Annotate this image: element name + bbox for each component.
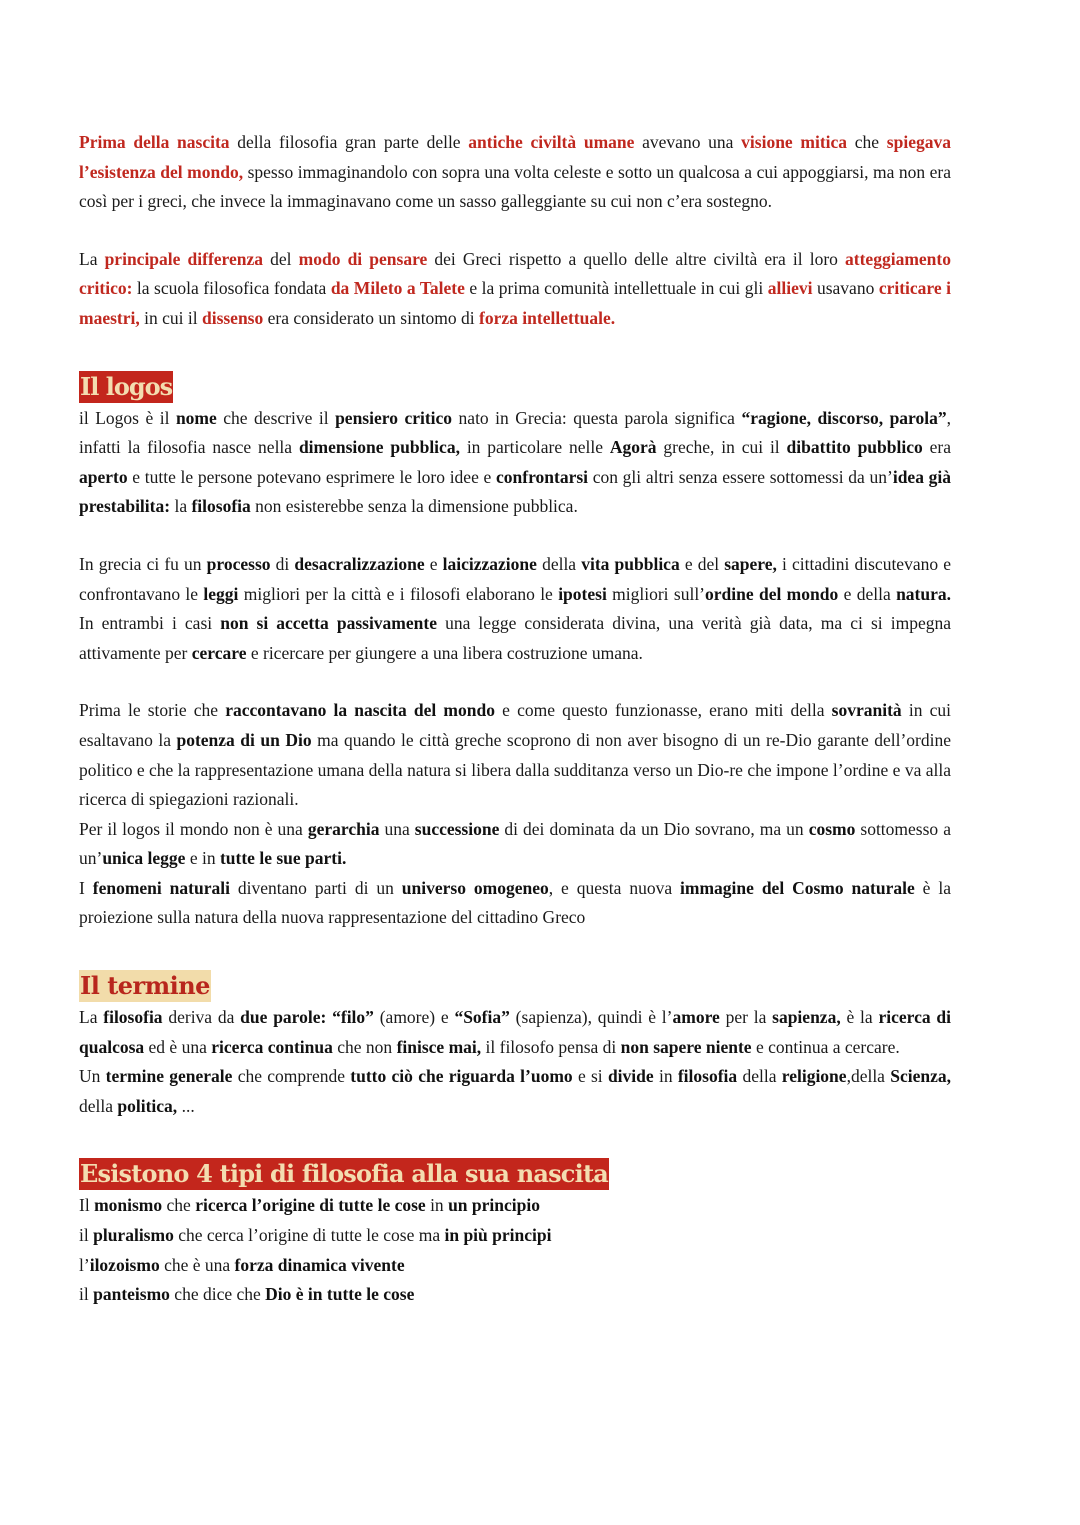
- bold-text: leggi: [203, 583, 239, 604]
- body-text: diventano parti di un: [229, 877, 402, 898]
- logos-paragraph-4: [79, 815, 951, 874]
- bold-text: termine generale: [105, 1066, 233, 1087]
- body-text: non esisterebbe senza la dimensione pubblica.: [250, 496, 578, 517]
- bold-text: ordine del mondo: [705, 583, 839, 604]
- termine-paragraph-1: [79, 1003, 951, 1062]
- bold-text: dibattito pubblico: [786, 437, 923, 458]
- list-item-ilozoismo: [79, 1251, 951, 1281]
- body-text: (sapienza), quindi è l’: [509, 1007, 673, 1028]
- highlight-red-text: modo di pensare: [298, 248, 428, 269]
- logos-paragraph-1: [79, 404, 951, 522]
- bold-text: panteismo: [93, 1284, 170, 1305]
- body-text: l’: [79, 1254, 90, 1275]
- body-text: e della: [838, 583, 897, 604]
- body-text: in particolare nelle: [459, 437, 610, 458]
- bold-text: Agorà: [609, 437, 657, 458]
- bold-text: cercare: [191, 642, 247, 663]
- bold-text: filosofia: [677, 1066, 738, 1087]
- bold-text: due parole: “filo”: [240, 1007, 374, 1028]
- bold-text: gerarchia: [307, 818, 380, 839]
- bold-text: politica,: [117, 1095, 178, 1116]
- body-text: e del: [679, 553, 725, 574]
- body-text: il Logos è il: [79, 407, 176, 428]
- bold-text: fenomeni naturali: [92, 877, 230, 898]
- bold-text: dimensione pubblica,: [298, 437, 460, 458]
- bold-text: amore: [672, 1007, 720, 1028]
- intro-paragraph-2: [79, 245, 951, 334]
- body-text: migliori per la città e i filosofi elaborano le: [238, 583, 559, 604]
- body-text: In grecia ci fu un: [79, 553, 207, 574]
- body-text: dei Greci rispetto a quello delle altre civiltà era il loro: [427, 248, 846, 269]
- body-text: la scuola filosofica fondata: [132, 278, 331, 299]
- bold-text: tutte le sue parti.: [219, 848, 347, 869]
- body-text: ed è una: [144, 1036, 212, 1057]
- body-text: di: [270, 553, 295, 574]
- body-text: era: [922, 437, 951, 458]
- body-text: per la: [719, 1007, 773, 1028]
- body-text: e come questo funzionasse, erano miti della: [494, 700, 832, 721]
- bold-text: processo: [206, 553, 271, 574]
- body-text: è la proiezione sulla natura della nuova rappresentazione del cittadino Greco: [79, 877, 951, 928]
- bold-text: aperto: [79, 466, 128, 487]
- body-text: (amore) e: [373, 1007, 455, 1028]
- highlight-red-text: forza intellettuale.: [479, 307, 616, 328]
- body-text: in cui esaltavano la: [79, 700, 951, 750]
- logos-paragraph-2: [79, 550, 951, 668]
- body-text: che dice che: [169, 1284, 266, 1305]
- bold-text: un principio: [448, 1195, 540, 1216]
- bold-text: Scienza,: [890, 1066, 951, 1087]
- body-text: , e questa nuova: [548, 877, 681, 898]
- body-text: di dei dominata da un Dio sovrano, ma un: [499, 818, 809, 839]
- body-text: i cittadini discutevano e confrontavano le: [79, 553, 951, 604]
- bold-text: sapienza,: [772, 1007, 841, 1028]
- body-text: che descrive il: [216, 407, 336, 428]
- body-text: migliori sull’: [606, 583, 706, 604]
- bold-text: “Sofia”: [454, 1007, 510, 1028]
- bold-text: ricerca continua: [211, 1036, 333, 1057]
- body-text: della: [737, 1066, 782, 1087]
- body-text: avevano una: [634, 132, 742, 152]
- body-text: della: [536, 553, 582, 574]
- bold-text: filosofia: [191, 496, 251, 517]
- body-text: e in: [185, 848, 220, 869]
- list-item-panteismo: [79, 1280, 951, 1310]
- bold-text: successione: [414, 818, 500, 839]
- bold-text: sovranità: [831, 700, 902, 721]
- body-text: In entrambi i casi: [79, 613, 221, 634]
- body-text: sottomesso a un’: [79, 818, 951, 869]
- body-text: I: [79, 877, 93, 898]
- body-text: in: [425, 1195, 449, 1216]
- body-text: era considerato un sintomo di: [263, 307, 480, 328]
- body-text: ma quando le città greche scoprono di non aver bisogno di un re-Dio garante dell’ordine politico e che la rappresentazione umana della natura si libera dalla sudditanza verso un Dio-re che impone l’ordine e va alla ricerca di spiegazioni razionali.: [79, 729, 951, 810]
- philosophy-types-list: [79, 1191, 951, 1309]
- section-heading-logos: Il logos: [80, 371, 173, 401]
- body-text: il: [79, 1284, 94, 1305]
- bold-text: sapere,: [724, 553, 777, 574]
- body-text: è la: [840, 1007, 879, 1028]
- body-text: usavano: [812, 278, 879, 299]
- body-text: con gli altri senza essere sottomessi da un’: [588, 466, 893, 487]
- bold-text: divide: [607, 1066, 654, 1087]
- body-text: ...: [177, 1095, 195, 1116]
- bold-text: Dio è in tutte le cose: [265, 1284, 415, 1305]
- section-heading-tipi: Esistono 4 tipi di filosofia alla sua nascita: [80, 1159, 608, 1189]
- bold-text: raccontavano la nascita del mondo: [225, 700, 495, 721]
- bold-text: “ragione, discorso, parola”: [741, 407, 947, 428]
- document-page: [79, 128, 951, 1310]
- bold-text: non si accetta passivamente: [220, 613, 437, 634]
- body-text: della filosofia gran parte delle: [229, 132, 469, 152]
- body-text: ,della: [846, 1066, 891, 1087]
- body-text: e la prima comunità intellettuale in cui gli: [464, 278, 768, 299]
- body-text: del: [263, 248, 299, 269]
- body-text: deriva da: [162, 1007, 241, 1028]
- body-text: il: [79, 1225, 94, 1246]
- bold-text: monismo: [94, 1195, 163, 1216]
- body-text: una legge considerata divina, una verità già data, ma ci si impegna attivamente per: [79, 613, 951, 663]
- body-text: Per il logos il mondo non è una: [79, 818, 308, 839]
- logos-paragraph-3: [79, 696, 951, 814]
- body-text: Un: [79, 1066, 106, 1087]
- bold-text: potenza di un Dio: [176, 729, 312, 750]
- bold-text: religione: [781, 1066, 847, 1087]
- body-text: che: [162, 1195, 196, 1216]
- body-text: spesso immaginandolo con sopra una volta celeste e sotto un qualcosa a cui appoggiarsi, ma non era così per i greci, che invece la immaginavano come un sasso galleggiante su cui non c’era sostegno.: [79, 161, 951, 212]
- bold-text: unica legge: [102, 848, 186, 869]
- list-item-pluralismo: [79, 1221, 951, 1251]
- highlight-red-text: da Mileto a Talete: [330, 278, 465, 299]
- bold-text: desacralizzazione: [294, 553, 425, 574]
- bold-text: vita pubblica: [581, 553, 680, 574]
- body-text: , infatti la filosofia nasce nella: [79, 407, 951, 458]
- body-text: che non: [332, 1036, 397, 1057]
- bold-text: ricerca di qualcosa: [79, 1007, 951, 1057]
- bold-text: finisce mai,: [396, 1036, 482, 1057]
- bold-text: cosmo: [808, 818, 856, 839]
- list-item-monismo: [79, 1191, 951, 1221]
- bold-text: laicizzazione: [442, 553, 537, 574]
- highlight-red-text: antiche civiltà umane: [468, 132, 635, 152]
- highlight-red-text: principale differenza: [104, 248, 264, 269]
- bold-text: pluralismo: [93, 1225, 174, 1246]
- body-text: e tutte le persone potevano esprimere le loro idee e: [127, 466, 496, 487]
- highlight-red-text: spiegava l’esistenza del mondo,: [79, 132, 951, 182]
- body-text: in: [653, 1066, 678, 1087]
- body-text: in cui il: [139, 307, 202, 328]
- bold-text: universo omogeneo: [401, 877, 549, 898]
- body-text: greche, in cui il: [656, 437, 787, 458]
- bold-text: nome: [175, 407, 217, 428]
- bold-text: natura.: [896, 583, 951, 604]
- intro-paragraph-1: [79, 128, 951, 217]
- body-text: e si: [572, 1066, 608, 1087]
- highlight-red-text: allievi: [767, 278, 813, 299]
- bold-text: filosofia: [103, 1007, 163, 1028]
- bold-text: immagine del Cosmo naturale: [680, 877, 915, 898]
- body-text: una: [379, 818, 415, 839]
- bold-text: ipotesi: [558, 583, 607, 604]
- body-text: che comprende: [232, 1066, 351, 1087]
- bold-text: ilozoismo: [89, 1254, 160, 1275]
- section-heading-termine: Il termine: [80, 971, 210, 1001]
- body-text: La: [79, 1007, 104, 1028]
- highlight-red-text: Prima della nascita: [79, 132, 230, 152]
- body-text: che: [847, 132, 887, 152]
- body-text: Il: [79, 1195, 95, 1216]
- bold-text: forza dinamica vivente: [234, 1254, 405, 1275]
- highlight-red-text: criticare i maestri,: [79, 278, 952, 328]
- bold-text: idea già prestabilita:: [79, 466, 951, 517]
- body-text: La: [79, 248, 105, 269]
- termine-paragraph-2: [79, 1062, 951, 1121]
- body-text: la: [170, 496, 192, 517]
- bold-text: pensiero critico: [335, 407, 453, 428]
- body-text: della: [79, 1095, 118, 1116]
- body-text: nato in Grecia: questa parola significa: [452, 407, 742, 428]
- body-text: che è una: [159, 1254, 235, 1275]
- body-text: e ricercare per giungere a una libera costruzione umana.: [246, 642, 643, 663]
- bold-text: in più principi: [444, 1225, 552, 1246]
- body-text: il filosofo pensa di: [481, 1036, 621, 1057]
- body-text: e: [424, 553, 443, 574]
- highlight-red-text: atteggiamento critico:: [79, 248, 951, 299]
- logos-paragraph-5: [79, 874, 951, 933]
- highlight-red-text: visione mitica: [741, 132, 848, 152]
- body-text: e continua a cercare.: [751, 1036, 900, 1057]
- body-text: che cerca l’origine di tutte le cose ma: [173, 1225, 445, 1246]
- bold-text: tutto ciò che riguarda l’uomo: [350, 1066, 573, 1087]
- body-text: Prima le storie che: [79, 700, 226, 721]
- highlight-red-text: dissenso: [201, 307, 264, 328]
- bold-text: confrontarsi: [496, 466, 589, 487]
- bold-text: ricerca l’origine di tutte le cose: [195, 1195, 426, 1216]
- bold-text: non sapere niente: [620, 1036, 752, 1057]
